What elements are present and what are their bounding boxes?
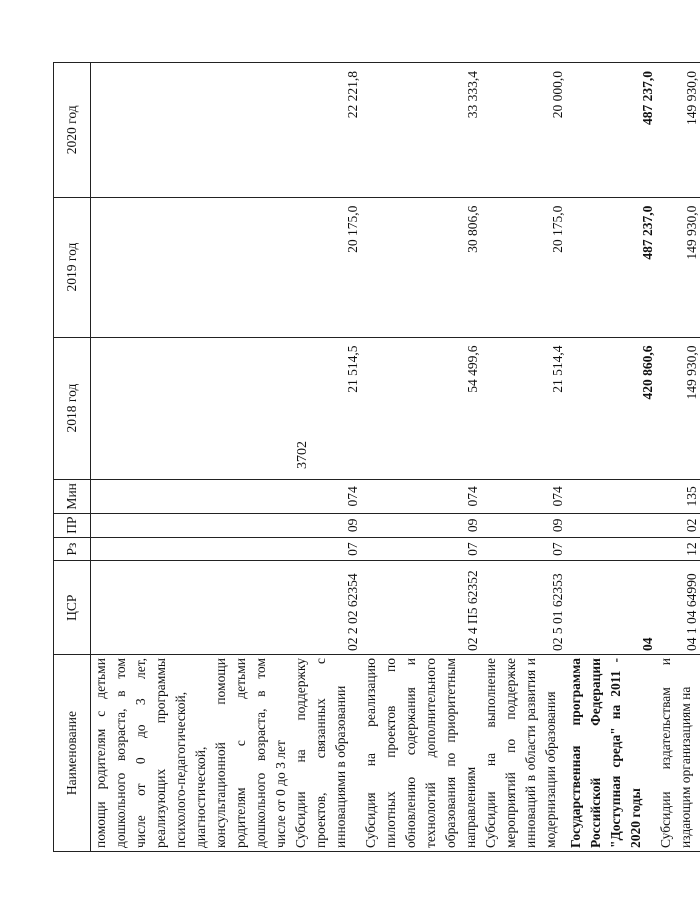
row-pr <box>91 514 292 538</box>
row-2019: 30 806,6 <box>361 197 481 337</box>
row-rz: 07 <box>481 537 566 561</box>
row-2020 <box>91 63 292 198</box>
row-csr: 02 2 02 62354 <box>291 561 361 655</box>
header-2018: 2018 год <box>54 337 91 479</box>
row-rz: 12 <box>656 537 700 561</box>
row-2020: 20 000,0 <box>481 63 566 198</box>
header-name: Наименование <box>54 655 91 852</box>
row-rz <box>566 537 656 561</box>
budget-table <box>53 62 700 852</box>
row-name: Государственная программа Российской Федерации "Доступная среда" на 2011 - 2020 годы <box>566 655 656 852</box>
row-2018: 149 930,0 <box>656 337 700 479</box>
row-2020: 22 221,8 <box>291 63 361 198</box>
row-pr: 09 <box>361 514 481 538</box>
row-csr: 04 <box>566 561 656 655</box>
row-2020: 149 930,0 <box>656 63 700 198</box>
row-2018 <box>91 337 292 479</box>
row-name: Субсидии на выполнение мероприятий по поддержке инноваций в области развития и модернизации образования <box>481 655 566 852</box>
row-min: 135 <box>656 479 700 513</box>
row-2020: 33 333,4 <box>361 63 481 198</box>
row-name: помощи родителям с детьми дошкольного возраста, в том числе от 0 до 3 лет, реализующих программы психолого-педагогической, диагностической, консультационной помощи родителям с детьми дошкольного возраста, в том числе от 0 до 3 лет <box>91 655 292 852</box>
row-2019 <box>91 197 292 337</box>
table-row <box>656 63 700 852</box>
row-csr: 04 1 04 64990 <box>656 561 700 655</box>
row-2020: 487 237,0 <box>566 63 656 198</box>
header-rz: Рз <box>54 537 91 561</box>
header-2020: 2020 год <box>54 63 91 198</box>
row-2018: 54 499,6 <box>361 337 481 479</box>
row-name: Субсидия на реализацию пилотных проектов по обновлению содержания и технологий дополнительного образования по приоритетным направлениям <box>361 655 481 852</box>
row-csr <box>91 561 292 655</box>
page-number: 3702 <box>295 441 310 469</box>
row-min: 074 <box>361 479 481 513</box>
row-csr: 02 4 П5 62352 <box>361 561 481 655</box>
row-rz: 07 <box>361 537 481 561</box>
row-2018: 21 514,4 <box>481 337 566 479</box>
header-pr: ПР <box>54 514 91 538</box>
row-2019: 20 175,0 <box>481 197 566 337</box>
row-pr <box>566 514 656 538</box>
row-min <box>566 479 656 513</box>
table-row-program <box>566 63 656 852</box>
table-row <box>481 63 566 852</box>
row-2019: 20 175,0 <box>291 197 361 337</box>
row-min: 074 <box>481 479 566 513</box>
budget-table-rotated <box>53 62 699 852</box>
row-min: 074 <box>291 479 361 513</box>
row-name: Субсидии на поддержку проектов, связанных с инновациями в образовании <box>291 655 361 852</box>
table-row <box>361 63 481 852</box>
row-pr: 09 <box>291 514 361 538</box>
row-pr: 09 <box>481 514 566 538</box>
row-csr: 02 5 01 62353 <box>481 561 566 655</box>
header-csr: ЦСР <box>54 561 91 655</box>
table-row <box>291 63 361 852</box>
header-2019: 2019 год <box>54 197 91 337</box>
row-name: Субсидии издательствам и издающим организациям на <box>656 655 700 852</box>
row-rz <box>91 537 292 561</box>
header-min: Мин <box>54 479 91 513</box>
row-2018: 21 514,5 <box>291 337 361 479</box>
row-2019: 487 237,0 <box>566 197 656 337</box>
table-row <box>91 63 292 852</box>
row-2019: 149 930,0 <box>656 197 700 337</box>
row-min <box>91 479 292 513</box>
table-header-row <box>54 63 91 852</box>
row-2018: 420 860,6 <box>566 337 656 479</box>
row-pr: 02 <box>656 514 700 538</box>
row-rz: 07 <box>291 537 361 561</box>
